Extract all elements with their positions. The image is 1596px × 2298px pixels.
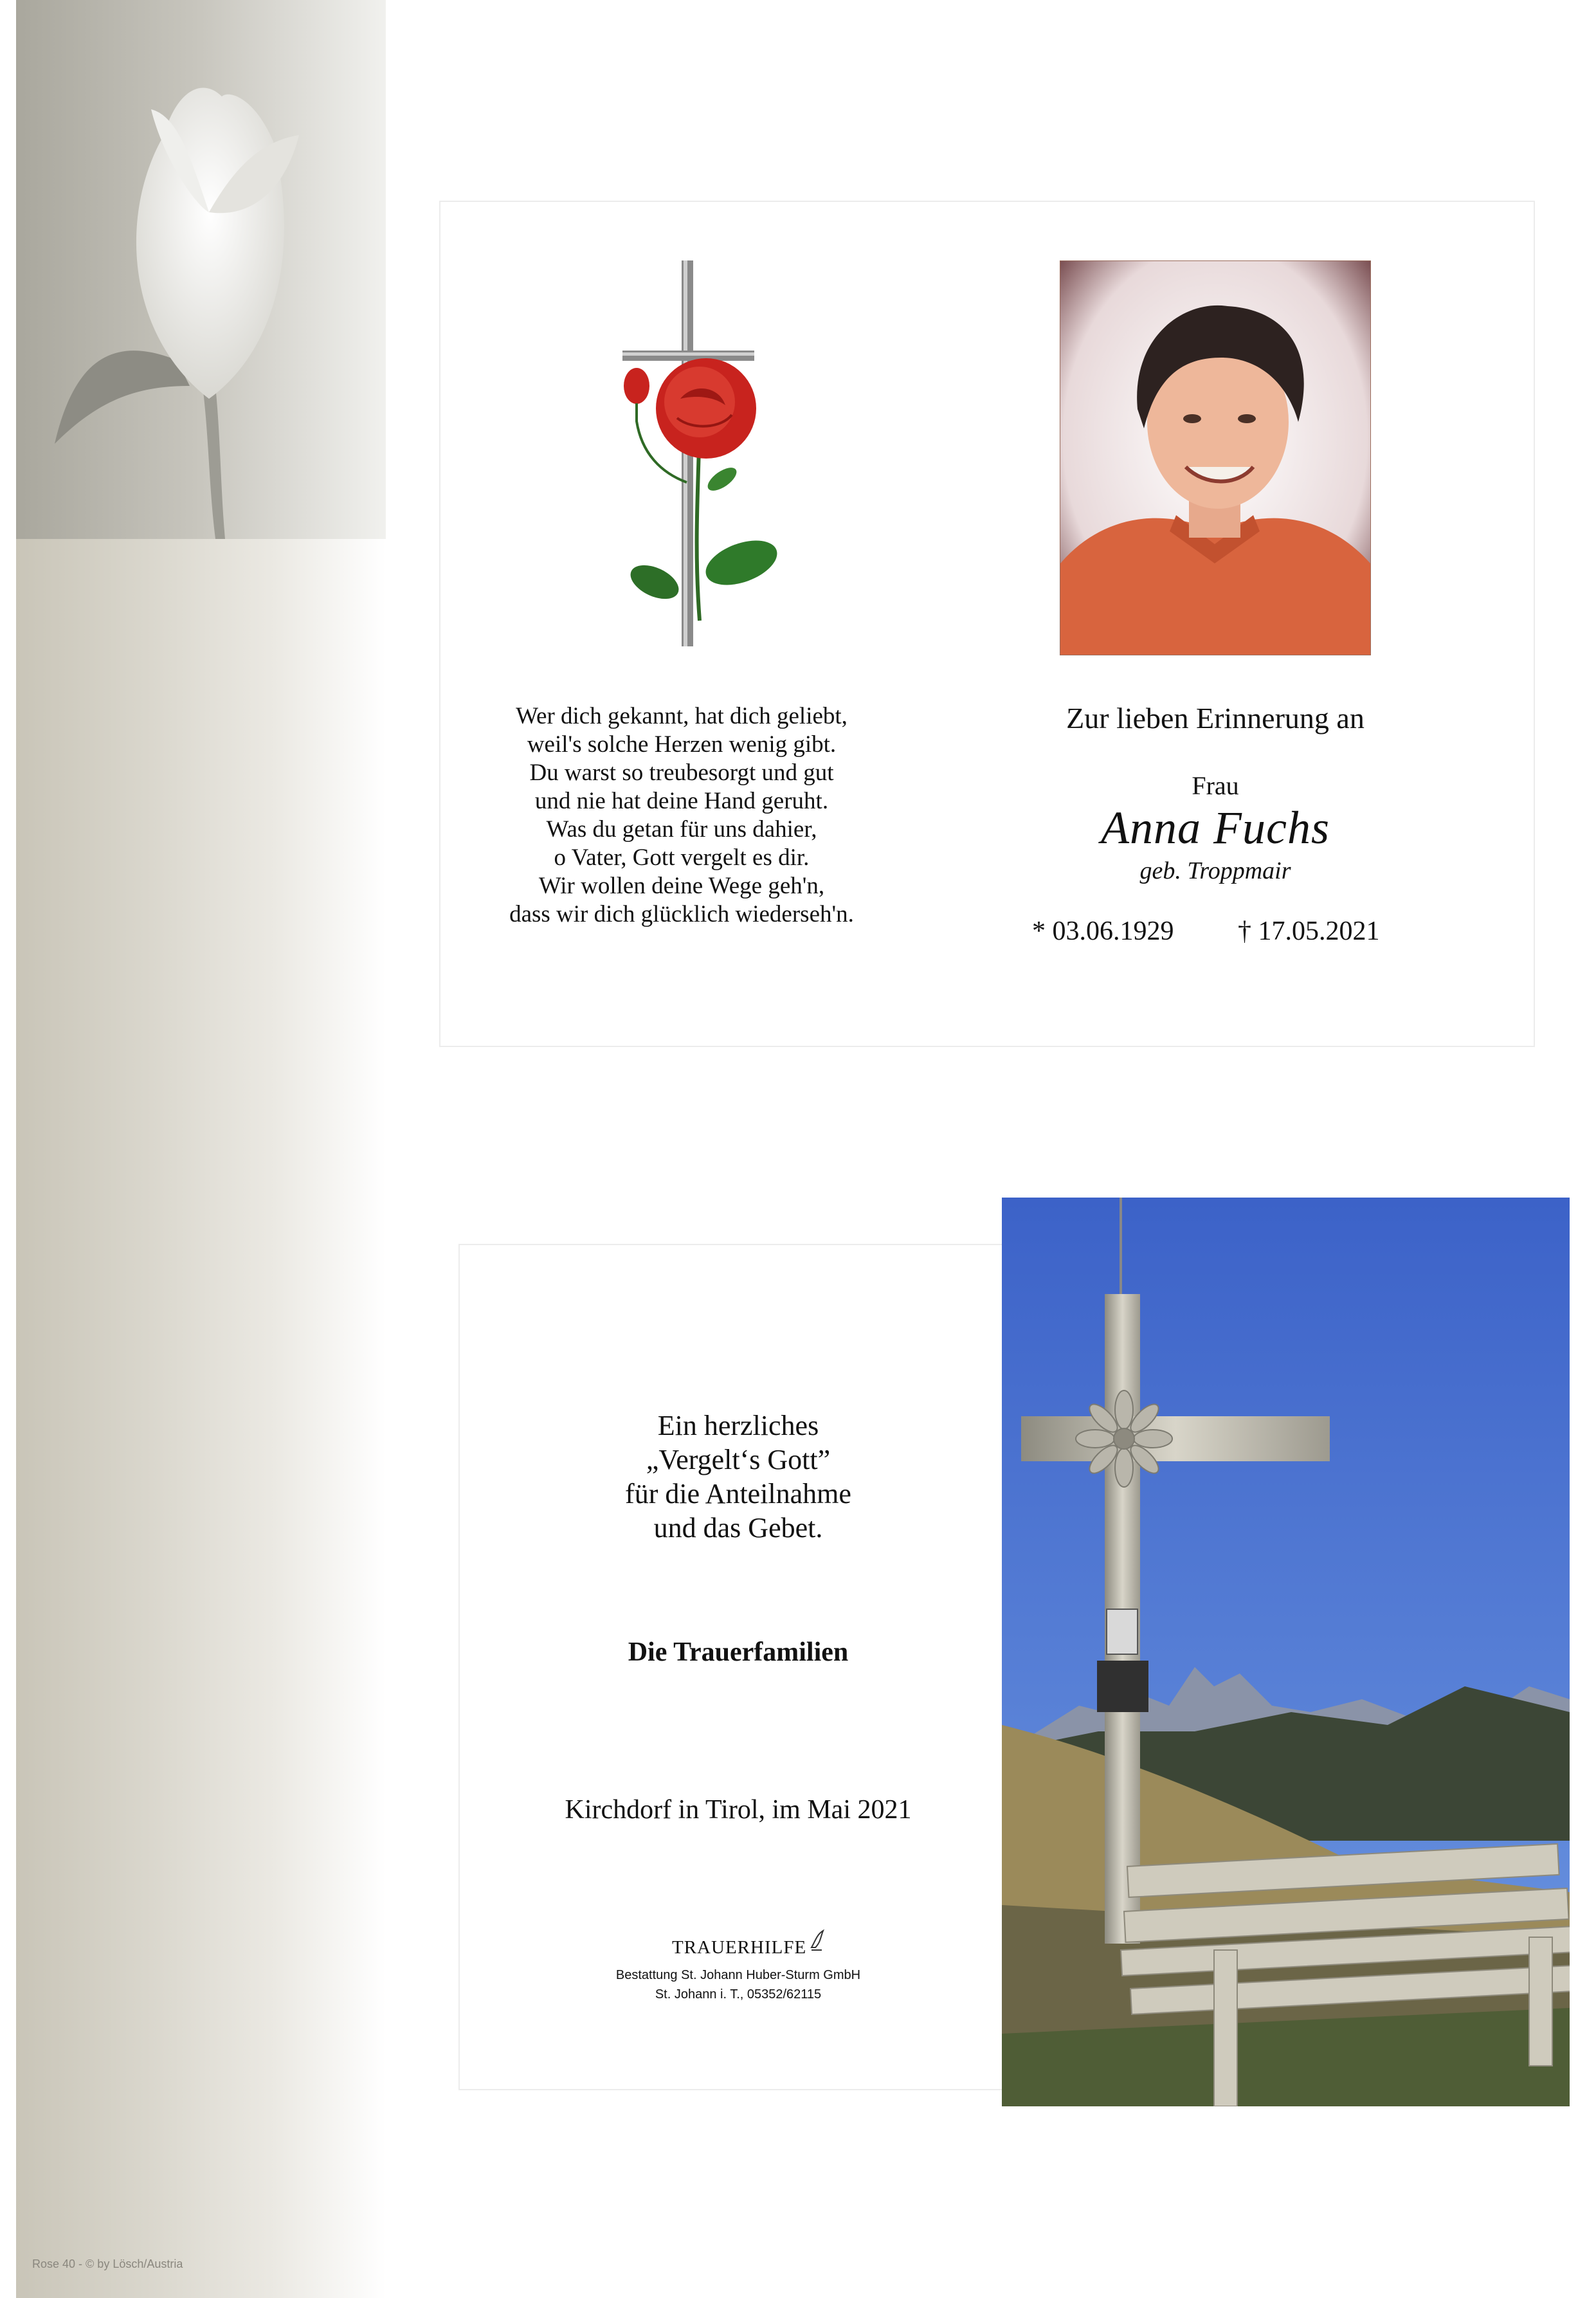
poem-line: weil's solche Herzen wenig gibt. [527,731,837,758]
image-credit: Rose 40 - © by Lösch/Austria [32,2257,183,2270]
thanks-line: Ein herzliches [657,1410,819,1441]
family-signature: Die Trauerfamilien [628,1637,849,1667]
summit-cross-photo [1002,1198,1570,2106]
place-date: Kirchdorf in Tirol, im Mai 2021 [565,1795,912,1825]
salutation: Frau [1192,771,1239,800]
funeral-company-name: Bestattung St. Johann Huber-Sturm GmbH [615,1968,861,1982]
poem-line: Wer dich gekannt, hat dich geliebt, [516,703,848,729]
poem-line: Wir wollen deine Wege geh'n, [538,873,825,899]
poem-line: Du warst so treubesorgt und gut [529,760,834,786]
thanks-message [458,1409,1018,1545]
poem-line: und nie hat deine Hand geruht. [534,788,829,814]
thanks-line: und das Gebet. [653,1512,823,1544]
maiden-name: geb. Troppmair [1139,857,1291,884]
thanks-line: für die Anteilnahme [625,1478,851,1509]
white-rose-image [16,0,386,539]
poem-line: Was du getan für uns dahier, [546,816,817,843]
memorial-poem [469,702,894,929]
memorial-heading: Zur lieben Erinnerung an [1066,702,1365,734]
funeral-home-brand: TRAUERHILFE [672,1937,807,1958]
deceased-name: Anna Fuchs [1101,802,1330,853]
poem-line: dass wir dich glücklich wiederseh'n. [509,901,854,927]
dove-icon [809,1928,826,1954]
poem-line: o Vater, Gott vergelt es dir. [554,844,810,871]
cross-with-rose-icon [603,260,809,646]
birth-date: * 03.06.1929 [1032,916,1174,946]
thanks-line: „Vergelt‘s Gott” [646,1444,831,1475]
portrait-photo [1060,260,1371,655]
funeral-contact: St. Johann i. T., 05352/62115 [655,1987,822,2002]
funeral-home-details [458,1965,1018,2004]
death-date: † 17.05.2021 [1238,916,1380,946]
